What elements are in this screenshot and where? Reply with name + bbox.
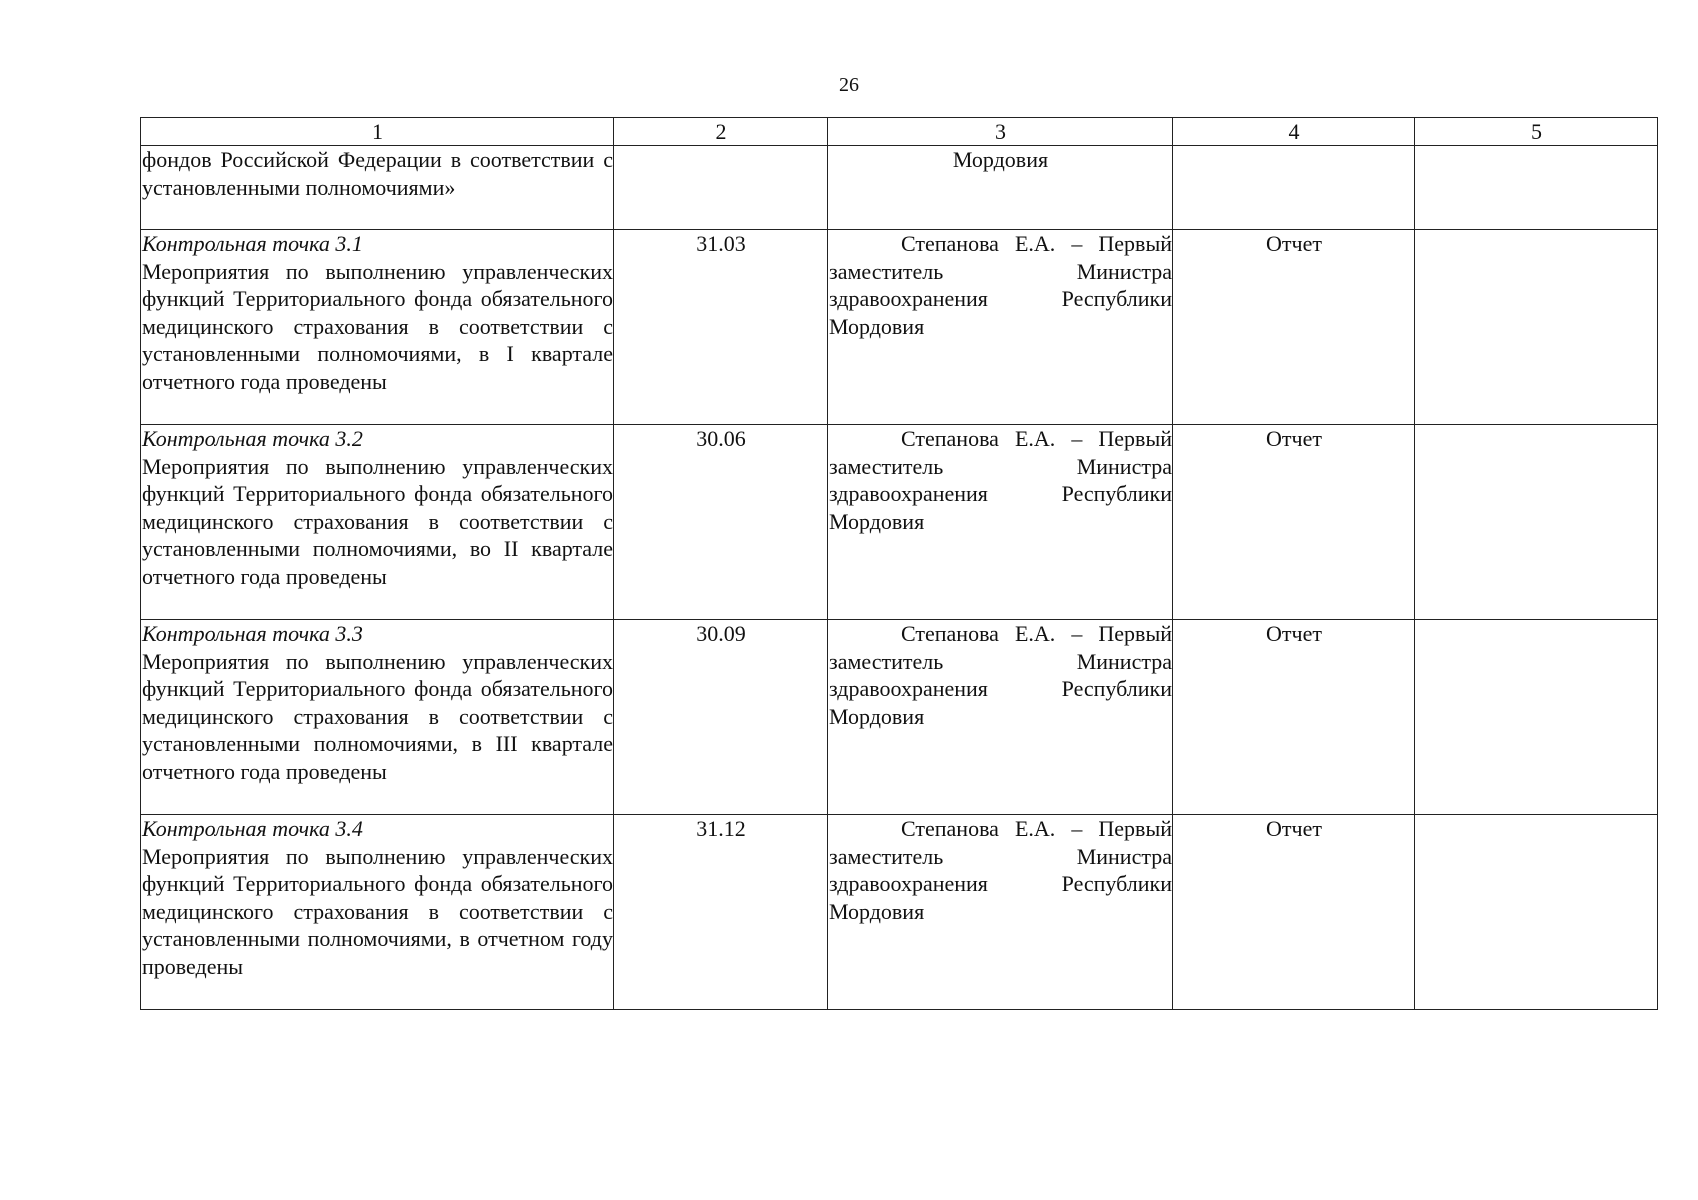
continuation-description: фондов Российской Федерации в соответствии с установленными полномочиями» xyxy=(141,146,614,230)
control-point-responsible: Степанова Е.А. – Первый заместитель Министра здравоохранения Республики Мордовия xyxy=(828,815,1173,1010)
table-header xyxy=(141,118,1658,146)
control-point-cell xyxy=(141,425,614,620)
control-point-date: 31.12 xyxy=(614,815,828,1010)
continuation-col5 xyxy=(1415,146,1658,230)
table-row xyxy=(141,620,1658,815)
control-points-table xyxy=(140,117,1658,1010)
control-point-date: 30.09 xyxy=(614,620,828,815)
control-point-text: Мероприятия по выполнению управленческих функций Территориального фонда обязательного медицинского страхования в соответствии с установленными полномочиями, во II квартале отчетного года проведены xyxy=(142,453,613,589)
control-point-document: Отчет xyxy=(1173,230,1415,425)
control-point-date: 30.06 xyxy=(614,425,828,620)
control-point-responsible: Степанова Е.А. – Первый заместитель Министра здравоохранения Республики Мордовия xyxy=(828,230,1173,425)
control-point-col5 xyxy=(1415,425,1658,620)
control-point-text: Мероприятия по выполнению управленческих функций Территориального фонда обязательного медицинского страхования в соответствии с установленными полномочиями, в I квартале отчетного года проведены xyxy=(142,258,613,394)
control-point-document: Отчет xyxy=(1173,425,1415,620)
column-number-5: 5 xyxy=(1415,118,1658,146)
control-point-document: Отчет xyxy=(1173,815,1415,1010)
control-point-title: Контрольная точка 3.2 xyxy=(142,426,363,451)
table-row xyxy=(141,230,1658,425)
continuation-document xyxy=(1173,146,1415,230)
control-point-text: Мероприятия по выполнению управленческих функций Территориального фонда обязательного медицинского страхования в соответствии с установленными полномочиями, в III квартале отчетного года проведены xyxy=(142,648,613,784)
continuation-responsible: Мордовия xyxy=(828,146,1173,230)
column-number-1: 1 xyxy=(141,118,614,146)
column-number-2: 2 xyxy=(614,118,828,146)
page-number: 26 xyxy=(839,74,859,96)
control-point-col5 xyxy=(1415,620,1658,815)
control-point-title: Контрольная точка 3.3 xyxy=(142,621,363,646)
column-number-3: 3 xyxy=(828,118,1173,146)
control-point-col5 xyxy=(1415,815,1658,1010)
control-point-document: Отчет xyxy=(1173,620,1415,815)
table-row xyxy=(141,815,1658,1010)
control-point-cell xyxy=(141,230,614,425)
control-point-responsible: Степанова Е.А. – Первый заместитель Министра здравоохранения Республики Мордовия xyxy=(828,620,1173,815)
table-row-continuation xyxy=(141,146,1658,230)
control-point-title: Контрольная точка 3.4 xyxy=(142,816,363,841)
column-number-4: 4 xyxy=(1173,118,1415,146)
control-point-cell xyxy=(141,815,614,1010)
control-point-cell xyxy=(141,620,614,815)
table-row xyxy=(141,425,1658,620)
control-point-text: Мероприятия по выполнению управленческих функций Территориального фонда обязательного медицинского страхования в соответствии с установленными полномочиями, в отчетном году проведены xyxy=(142,843,613,979)
continuation-date xyxy=(614,146,828,230)
control-point-responsible: Степанова Е.А. – Первый заместитель Министра здравоохранения Республики Мордовия xyxy=(828,425,1173,620)
control-point-title: Контрольная точка 3.1 xyxy=(142,231,363,256)
control-point-col5 xyxy=(1415,230,1658,425)
control-point-date: 31.03 xyxy=(614,230,828,425)
